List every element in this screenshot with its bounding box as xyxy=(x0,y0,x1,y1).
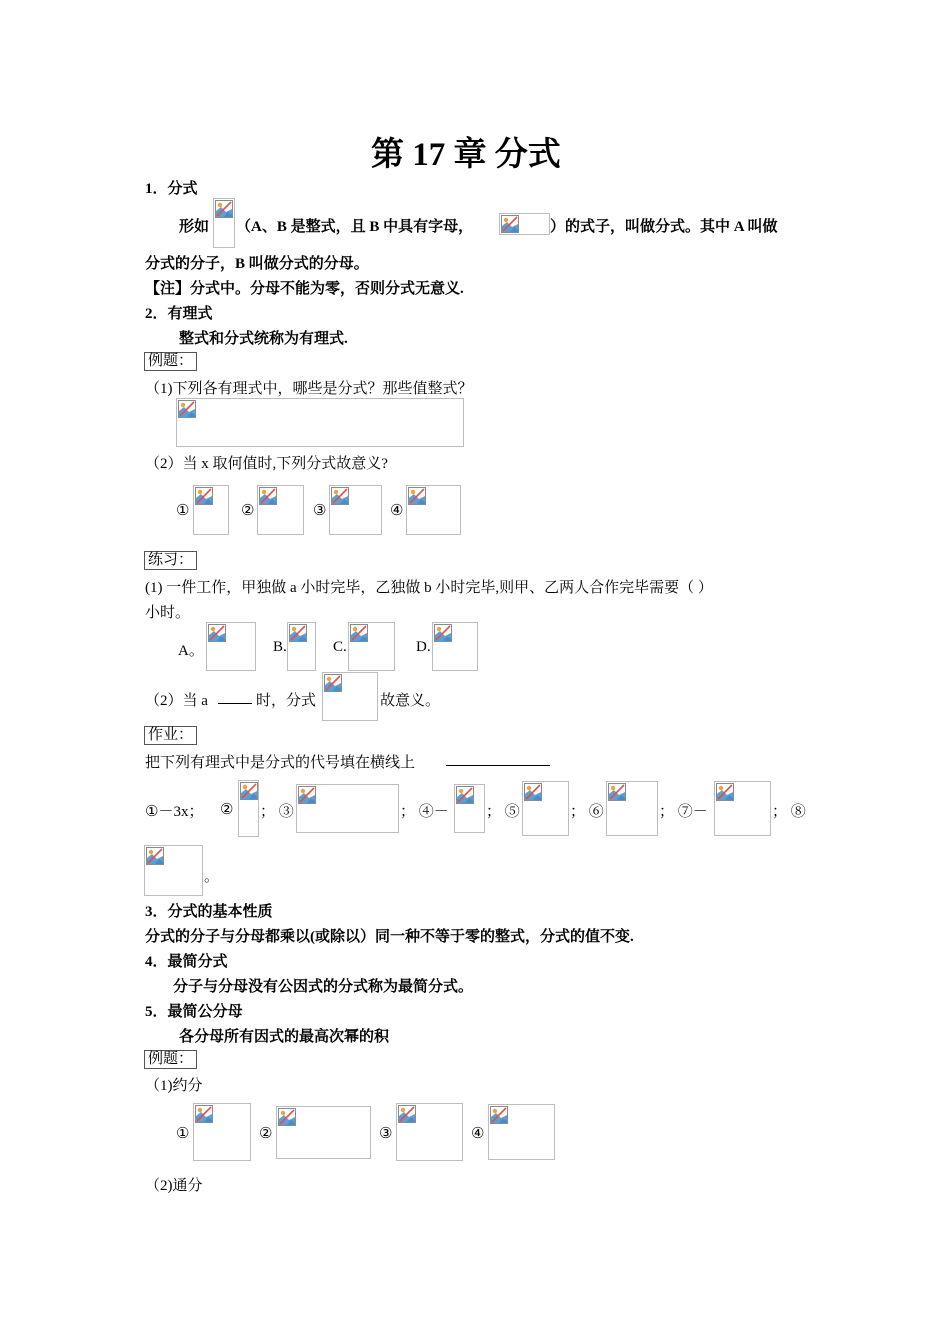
homework-prompt: 把下列有理式中是分式的代号填在横线上 xyxy=(145,755,416,771)
mark-2: ② xyxy=(259,1126,273,1142)
formula-image xyxy=(322,672,378,721)
formula-image xyxy=(454,784,485,833)
homework-label: 作业： xyxy=(144,726,197,745)
hw-item-5: ； ⑤ xyxy=(486,804,520,820)
broken-image-icon xyxy=(350,624,368,642)
broken-image-icon xyxy=(456,786,474,804)
broken-image-icon xyxy=(208,624,226,642)
answer-blank[interactable] xyxy=(218,689,252,704)
page-title: 第 17 章 分式 xyxy=(371,137,561,173)
broken-image-icon xyxy=(324,674,342,692)
formula-image xyxy=(348,622,395,671)
mark-1: ① xyxy=(176,1126,190,1142)
practice-question-1: (1) 一件工作，甲独做 a 小时完毕，乙独做 b 小时完毕,则甲、乙两人合作完毕需要（ ） xyxy=(145,580,713,596)
mark-3: ③ xyxy=(313,503,327,519)
mark-1: ① xyxy=(176,503,190,519)
broken-image-icon xyxy=(259,487,277,505)
formula-image xyxy=(499,213,550,235)
broken-image-icon xyxy=(501,215,519,233)
broken-image-icon xyxy=(195,487,213,505)
practice-question-2-a: （2）当 a xyxy=(145,693,208,709)
example2-question-1: （1)约分 xyxy=(145,1078,203,1094)
option-a: A。 xyxy=(178,643,204,659)
broken-image-icon xyxy=(195,1105,213,1123)
option-b: B. xyxy=(273,639,287,655)
hw-item-2: ② xyxy=(220,802,234,818)
broken-image-icon xyxy=(178,400,196,418)
example-label: 例题： xyxy=(144,1050,197,1069)
formula-image xyxy=(176,398,464,447)
hw-item-3: ； ③ xyxy=(260,804,294,820)
mark-3: ③ xyxy=(379,1126,393,1142)
formula-image xyxy=(432,622,478,671)
practice-label: 练习： xyxy=(144,551,197,570)
formula-image xyxy=(257,485,304,535)
sec1-text-b: （A、B 是整式，且 B 中具有字母， xyxy=(236,219,474,235)
sec1-text-line2: 分式的分子，B 叫做分式的分母。 xyxy=(145,256,369,272)
section-3-heading: 3．分式的基本性质 xyxy=(145,904,273,920)
broken-image-icon xyxy=(408,487,426,505)
broken-image-icon xyxy=(608,783,626,801)
sec2-text: 整式和分式统称为有理式. xyxy=(179,331,348,347)
broken-image-icon xyxy=(331,487,349,505)
section-4-heading: 4．最简分式 xyxy=(145,954,228,970)
mark-4: ④ xyxy=(471,1126,485,1142)
example1-question-1: （1)下列各有理式中，哪些是分式？那些值整式？ xyxy=(145,381,473,397)
example-label: 例题： xyxy=(144,352,197,371)
sec4-text: 分子与分母没有公因式的分式称为最简分式。 xyxy=(173,979,474,995)
formula-image xyxy=(714,781,771,836)
broken-image-icon xyxy=(298,786,316,804)
mark-4: ④ xyxy=(390,503,404,519)
formula-image xyxy=(287,622,316,671)
formula-image xyxy=(406,485,461,535)
formula-image xyxy=(522,781,569,836)
hw-item-8: ； ⑧ xyxy=(772,804,806,820)
sec3-text: 分式的分子与分母都乘以(或除以）同一种不等于零的整式，分式的值不变. xyxy=(145,929,634,945)
formula-image xyxy=(296,784,399,833)
practice-question-2-c: 故意义。 xyxy=(380,693,441,709)
hw-item-7: ； ⑦－ xyxy=(659,804,708,820)
section-1-heading: 1．分式 xyxy=(145,181,198,197)
sec1-text-a: 形如 xyxy=(179,219,210,235)
broken-image-icon xyxy=(278,1108,296,1126)
broken-image-icon xyxy=(146,847,164,865)
formula-image xyxy=(606,781,658,836)
formula-image xyxy=(396,1103,463,1161)
hw-item-1: ①－3x； xyxy=(145,804,204,820)
section-2-heading: 2．有理式 xyxy=(145,306,213,322)
section-5-heading: 5．最简公分母 xyxy=(145,1004,243,1020)
option-d: D. xyxy=(416,639,431,655)
hw-end: 。 xyxy=(204,869,220,885)
broken-image-icon xyxy=(490,1106,508,1124)
formula-image xyxy=(144,845,203,896)
mark-2: ② xyxy=(241,503,255,519)
broken-image-icon xyxy=(524,783,542,801)
formula-image xyxy=(276,1106,371,1159)
formula-image xyxy=(206,622,256,671)
formula-image xyxy=(238,780,259,837)
broken-image-icon xyxy=(289,624,307,642)
hw-item-4: ； ④－ xyxy=(400,804,449,820)
broken-image-icon xyxy=(716,783,734,801)
practice-question-1-cont: 小时。 xyxy=(145,605,191,621)
formula-image xyxy=(213,198,235,248)
hw-item-6: ； ⑥ xyxy=(570,804,604,820)
formula-image xyxy=(193,485,229,535)
broken-image-icon xyxy=(398,1105,416,1123)
broken-image-icon xyxy=(215,200,233,218)
example2-question-2: （2)通分 xyxy=(145,1178,203,1194)
option-c: C. xyxy=(333,639,347,655)
formula-image xyxy=(329,485,382,535)
formula-image xyxy=(193,1103,251,1161)
broken-image-icon xyxy=(240,782,258,800)
answer-blank[interactable] xyxy=(446,751,550,766)
formula-image xyxy=(488,1104,555,1160)
sec5-text: 各分母所有因式的最高次幂的积 xyxy=(179,1029,390,1045)
sec1-text-c: ）的式子，叫做分式。其中 A 叫做 xyxy=(550,219,778,235)
broken-image-icon xyxy=(434,624,452,642)
sec1-note: 【注】分式中。分母不能为零，否则分式无意义. xyxy=(145,281,464,297)
practice-question-2-b: 时，分式 xyxy=(256,693,317,709)
example1-question-2: （2）当 x 取何值时,下列分式故意义? xyxy=(145,456,388,472)
